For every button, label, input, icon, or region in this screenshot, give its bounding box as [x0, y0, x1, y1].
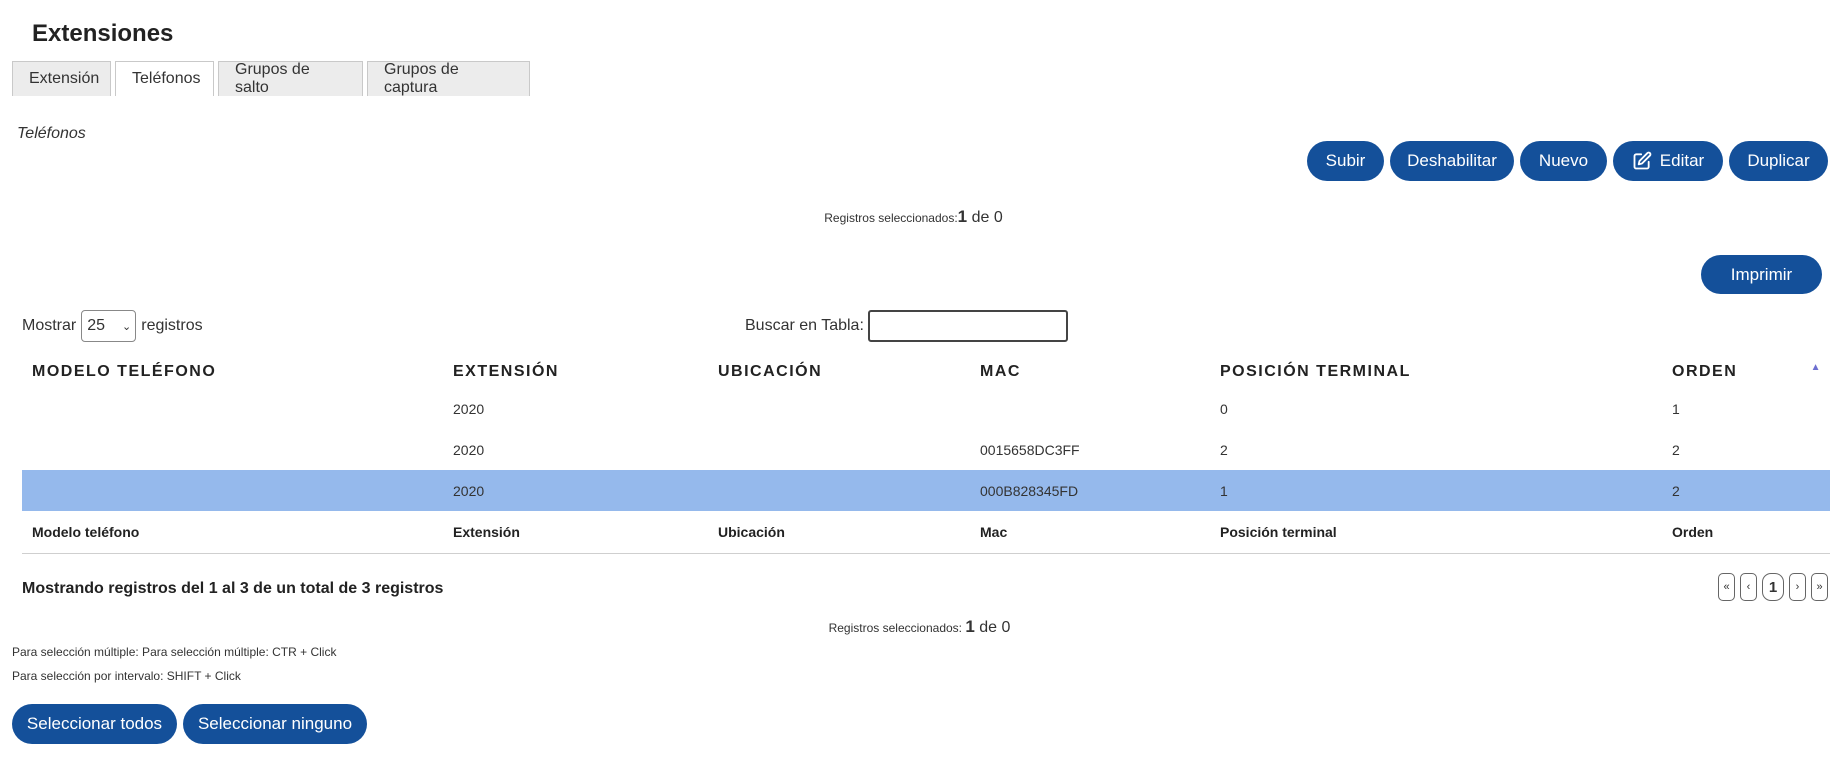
selected-count-bottom [0, 617, 1842, 637]
footer-mac: Mac [970, 511, 1210, 553]
phones-table [22, 355, 1830, 554]
cell-mac: 0015658DC3FF [980, 441, 1080, 458]
page-length-select[interactable] [81, 310, 136, 342]
pagination [1718, 573, 1828, 601]
cell-posicion: 1 [1210, 470, 1662, 511]
select-none-button[interactable]: Seleccionar ninguno [183, 704, 367, 744]
next-page-button[interactable]: › [1789, 573, 1806, 601]
hint-interval-selection: Para selección por intervalo: SHIFT + Click [12, 669, 241, 683]
edit-icon [1632, 151, 1652, 171]
selected-count-total: de 0 [974, 619, 1011, 636]
header-extension[interactable]: EXTENSIÓN [453, 362, 559, 380]
hint-multiple-selection: Para selección múltiple: Para selección múltiple: CTR + Click [12, 645, 337, 659]
footer-ubicacion: Ubicación [708, 511, 970, 553]
toolbar [1307, 141, 1828, 181]
search-label: Buscar en Tabla: [745, 317, 864, 334]
selected-count-label: Registros seleccionados: [824, 211, 958, 225]
selection-buttons [12, 704, 367, 744]
header-orden[interactable] [1662, 355, 1830, 388]
cell-ubicacion [708, 388, 970, 429]
header-modelo[interactable]: MODELO TELÉFONO [32, 362, 217, 380]
editar-label: Editar [1659, 151, 1705, 170]
cell-extension: 2020 [453, 441, 485, 458]
tab-extension[interactable]: Extensión [12, 61, 111, 96]
table-row-selected[interactable] [22, 470, 1830, 511]
header-ubicacion[interactable]: UBICACIÓN [718, 362, 823, 380]
cell-orden: 2 [1662, 470, 1830, 511]
cell-orden: 1 [1672, 400, 1680, 417]
footer-modelo: Modelo teléfono [22, 511, 443, 553]
length-control [22, 310, 203, 342]
page-title: Extensiones [32, 20, 174, 47]
select-all-button[interactable]: Seleccionar todos [12, 704, 177, 744]
selected-count-value: 1 [957, 207, 968, 226]
prev-page-button[interactable]: ‹ [1740, 573, 1757, 601]
cell-extension: 2020 [453, 400, 485, 417]
header-orden-label: ORDEN [1672, 362, 1738, 380]
page-1-button[interactable]: 1 [1762, 573, 1784, 601]
subir-button[interactable]: Subir [1307, 141, 1384, 181]
cell-modelo [22, 470, 443, 511]
selected-count-total: de 0 [967, 209, 1003, 226]
imprimir-button[interactable]: Imprimir [1701, 255, 1822, 294]
tab-telefonos[interactable]: Teléfonos [115, 61, 214, 96]
tab-grupos-salto[interactable]: Grupos de salto [218, 61, 363, 96]
cell-ubicacion [708, 470, 970, 511]
cell-posicion: 0 [1220, 400, 1228, 417]
deshabilitar-button[interactable]: Deshabilitar [1390, 141, 1514, 181]
first-page-button[interactable]: « [1718, 573, 1735, 601]
selected-count-top [0, 207, 1836, 227]
duplicar-button[interactable]: Duplicar [1729, 141, 1828, 181]
table-row[interactable] [22, 429, 1830, 470]
last-page-button[interactable]: » [1811, 573, 1828, 601]
selected-count-label: Registros seleccionados: [828, 621, 966, 635]
cell-orden: 2 [1672, 441, 1680, 458]
cell-modelo [22, 388, 443, 429]
tab-grupos-captura[interactable]: Grupos de captura [367, 61, 530, 96]
cell-mac: 000B828345FD [970, 470, 1210, 511]
search-control [745, 310, 1068, 342]
cell-modelo [22, 429, 443, 470]
footer-orden: Orden [1662, 511, 1830, 553]
cell-posicion: 2 [1220, 441, 1228, 458]
tab-bar [12, 61, 530, 96]
editar-button[interactable] [1613, 141, 1723, 181]
length-prefix: Mostrar [22, 317, 77, 334]
length-suffix: registros [141, 317, 203, 334]
footer-extension: Extensión [443, 511, 708, 553]
nuevo-button[interactable]: Nuevo [1520, 141, 1607, 181]
search-input[interactable] [868, 310, 1068, 342]
table-info: Mostrando registros del 1 al 3 de un total de 3 registros [22, 580, 444, 597]
selected-count-value: 1 [965, 617, 975, 636]
cell-mac [970, 388, 1210, 429]
header-posicion[interactable]: POSICIÓN TERMINAL [1220, 362, 1411, 380]
chevron-down-icon: ⌄ [122, 320, 132, 333]
header-mac[interactable]: MAC [980, 362, 1021, 380]
cell-extension: 2020 [443, 470, 708, 511]
section-label: Teléfonos [17, 125, 86, 142]
sort-asc-icon: ▲ [1810, 362, 1822, 373]
page-length-value: 25 [87, 317, 106, 334]
table-row[interactable] [22, 388, 1830, 429]
cell-ubicacion [708, 429, 970, 470]
footer-posicion: Posición terminal [1210, 511, 1662, 553]
